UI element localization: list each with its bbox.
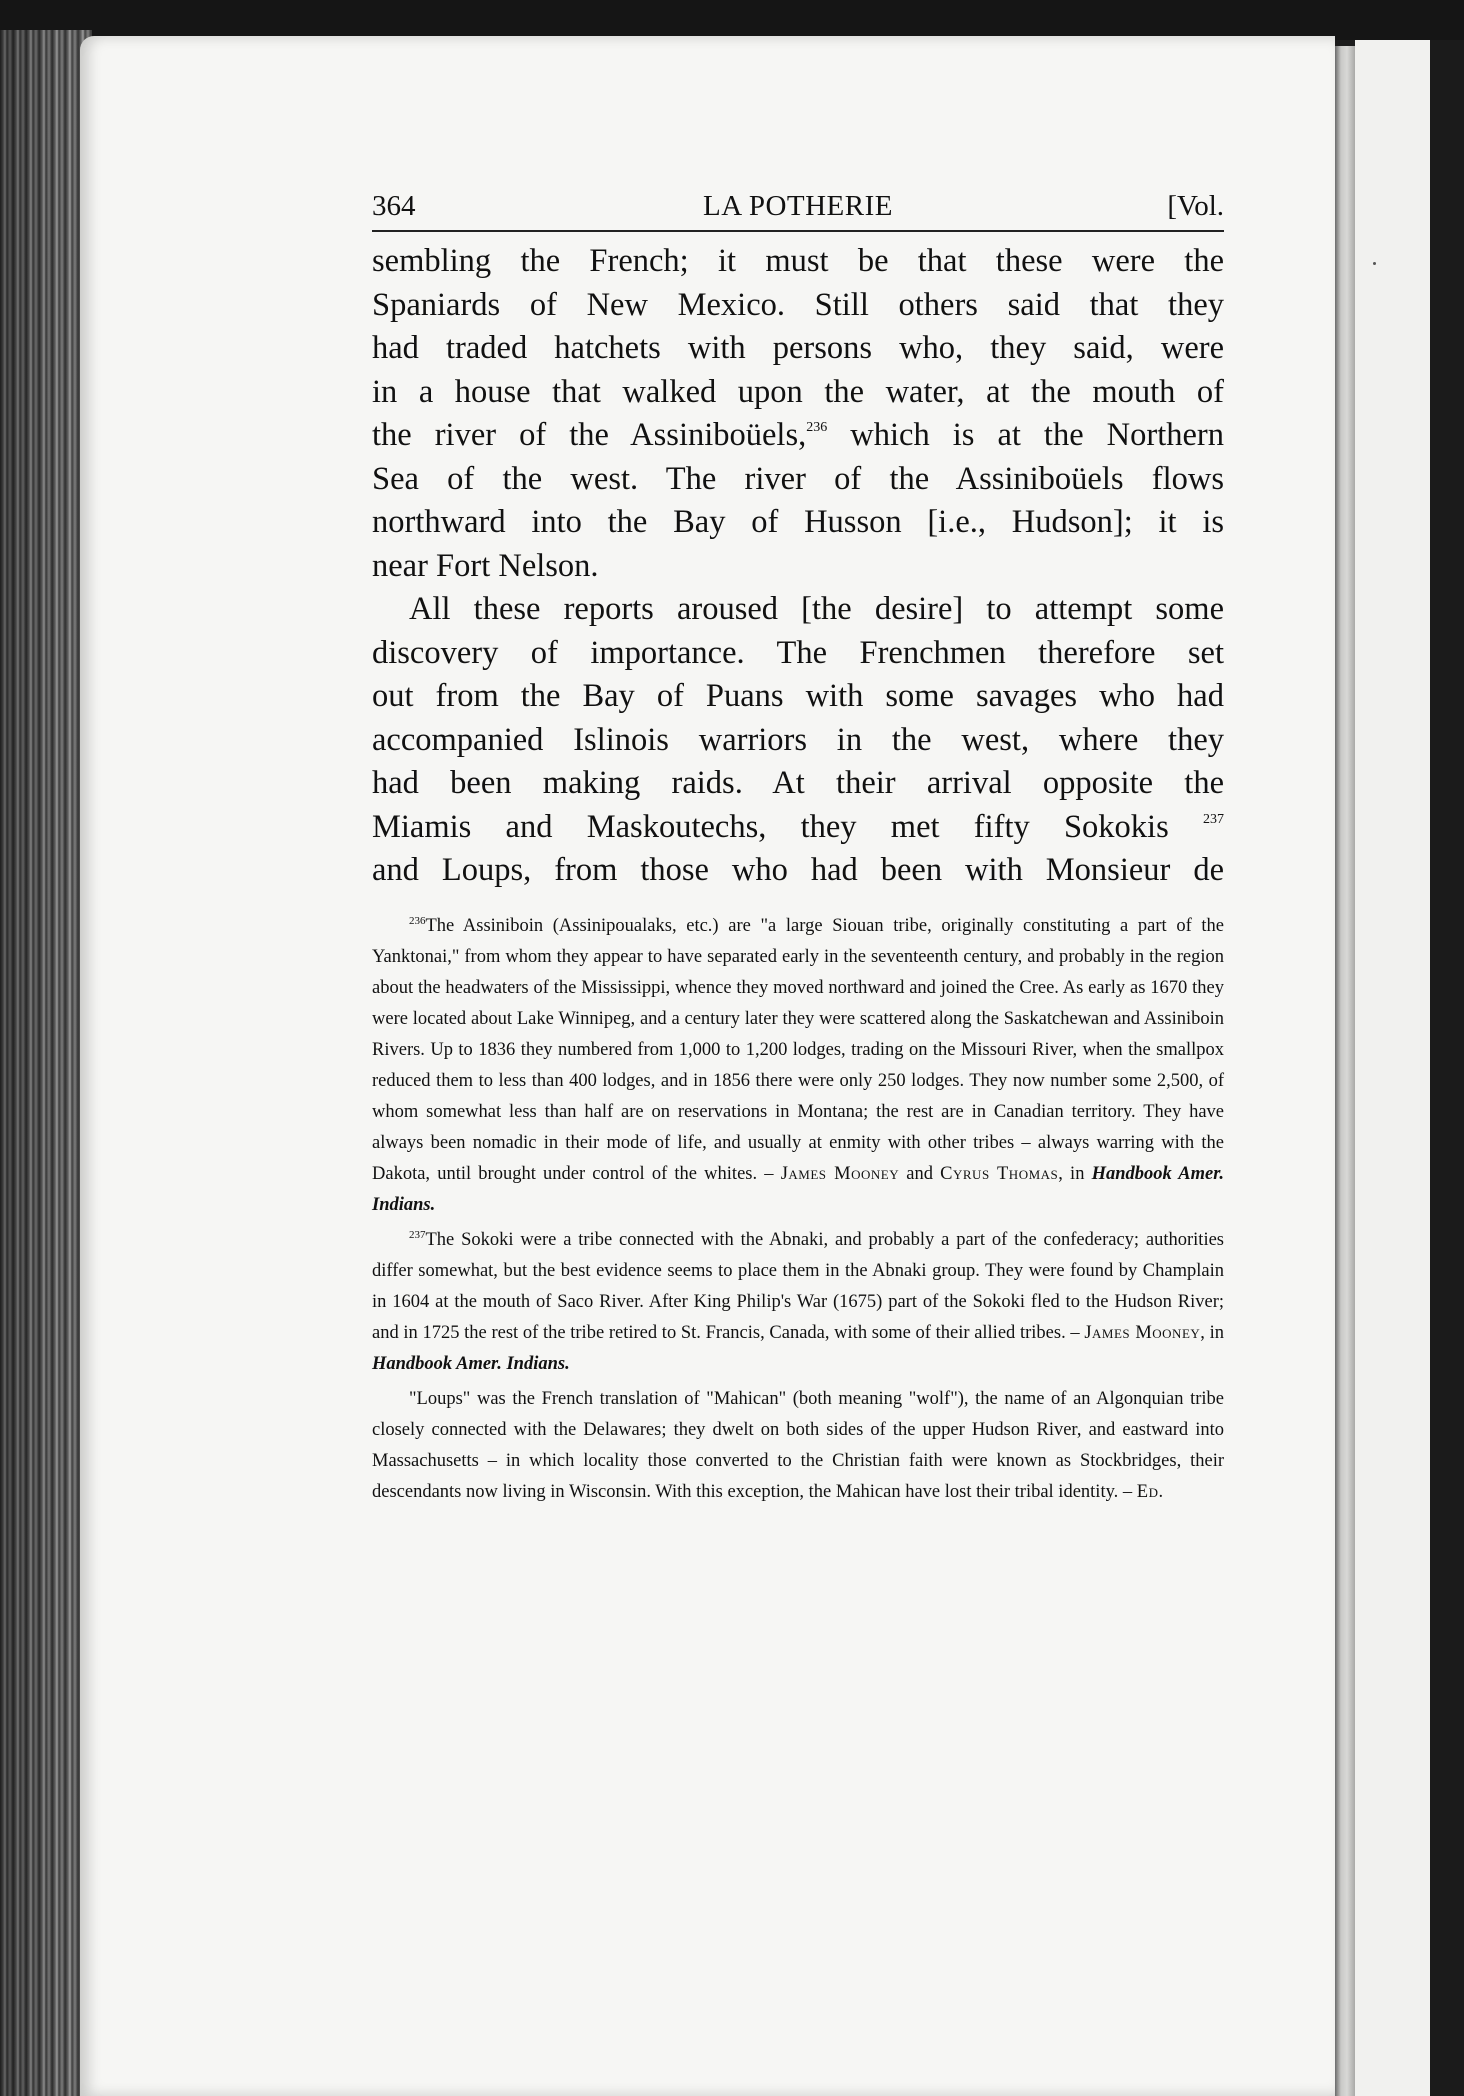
footnote-number: 236 — [409, 914, 426, 927]
footnote-loups — [372, 1384, 1224, 1508]
footnote-editor: Ed. — [1136, 1481, 1164, 1502]
body-line: out from the Bay of Puans with some savages who had — [372, 678, 1224, 714]
footnote-237 — [372, 1225, 1224, 1380]
body-line: All these reports aroused [the desire] to attempt some — [409, 591, 1224, 627]
body-line: Sea of the west. The river of the Assiniboüels flows — [372, 460, 1224, 497]
body-line: in a house that walked upon the water, at the mouth of — [372, 373, 1224, 410]
footnote-source: Handbook Amer. Indians. — [372, 1353, 570, 1374]
body-line: discovery of importance. The Frenchmen therefore set — [372, 634, 1224, 671]
page-text-block — [372, 186, 1224, 1512]
body-line: had traded hatchets with persons who, they said, were — [372, 330, 1224, 366]
body-line-part: Miamis and Maskoutechs, they met fifty Sokokis — [372, 808, 1169, 845]
footnote-source: Handbook Amer. Indians. — [372, 1163, 1225, 1215]
footnote-author: James Mooney — [1084, 1322, 1201, 1343]
body-text — [372, 240, 1224, 893]
footnote-author: Cyrus Thomas — [940, 1163, 1059, 1184]
body-line: Spaniards of New Mexico. Still others said that they — [372, 286, 1224, 323]
footnote-in: , in — [1200, 1322, 1224, 1343]
volume-label: [Vol. — [1167, 190, 1224, 222]
body-line: had been making raids. At their arrival opposite the — [372, 765, 1224, 801]
body-line: and Loups, from those who had been with Monsieur de — [372, 852, 1224, 888]
body-line-part: which is at the Northern — [827, 417, 1224, 453]
footnote-number: 237 — [409, 1228, 426, 1241]
body-line: sembling the French; it must be that these were the — [372, 243, 1224, 279]
body-line: near Fort Nelson. — [372, 547, 599, 584]
body-line-with-note — [372, 806, 1224, 850]
footnote-text: The Sokoki were a tribe connected with the Abnaki, and probably a part of the confederacy; authorities differ somewhat, but the best evidence seems to place them in the Abnaki group. They were found by Champlain in 1604 at the mouth of Saco River. After King Philip's War (1675) part of the Sokoki fled to the Hudson River; and in 1725 the rest of the tribe retired to St. Francis, Canada, with some of their allied tribes. – — [372, 1229, 1224, 1343]
body-line: northward into the Bay of Husson [i.e., Hudson]; it is — [372, 504, 1224, 540]
footnote-marker-237: 237 — [1203, 811, 1224, 827]
footnote-236 — [372, 911, 1224, 1221]
body-line-part: the river of the Assiniboüels, — [372, 417, 807, 453]
body-line: accompanied Islinois warriors in the west, where they — [372, 721, 1224, 758]
next-page-edge — [1335, 46, 1355, 2096]
footnote-text: The Assiniboin (Assinipoualaks, etc.) are "a large Siouan tribe, originally constituting a part of the Yanktonai," from whom they appear to have separated early in the seventeenth century, and probably in the region about the headwaters of the Mississippi, whence they moved northward and joined the Cree. As early as 1670 they were located about Lake Winnipeg, and a century later they were scattered along the Saskatchewan and Assiniboin Rivers. Up to 1836 they numbered from 1,000 to 1,200 lodges, trading on the Missouri River, when the smallpox reduced them to less than 400 lodges, and in 1856 there were only 250 lodges. They now number some 2,500, of whom somewhat less than half are on reservations in Montana; the rest are in Canadian territory. They have always been nomadic in their mode of life, and usually at enmity with other tribes – always warring with the Dakota, until brought under control of the whites. – — [372, 915, 1224, 1184]
scanner-top-border — [0, 0, 1464, 40]
dust-speck — [1373, 262, 1376, 265]
running-head — [372, 186, 1224, 232]
page-number: 364 — [372, 190, 416, 222]
footnote-text: "Loups" was the French translation of "Mahican" (both meaning "wolf"), the name of an Algonquian tribe closely connected with the Delawares; they dwelt on both sides of the upper Hudson River, and eastward into Massachusetts – in which locality those converted to the Christian faith were known as Stockbridges, their descendants now living in Wisconsin. With this exception, the Mahican have lost their tribal identity. – — [372, 1388, 1224, 1502]
footnote-in: , in — [1058, 1163, 1092, 1184]
page-edges-shadow — [0, 30, 92, 2096]
body-line-with-note — [372, 414, 1224, 458]
footnote-conjunction: and — [899, 1163, 941, 1184]
footnotes — [372, 911, 1224, 1508]
scanner-right-border — [1430, 40, 1464, 2096]
footnote-author: James Mooney — [780, 1163, 900, 1184]
running-title: LA POTHERIE — [703, 190, 893, 222]
footnote-marker-236: 236 — [806, 420, 828, 435]
